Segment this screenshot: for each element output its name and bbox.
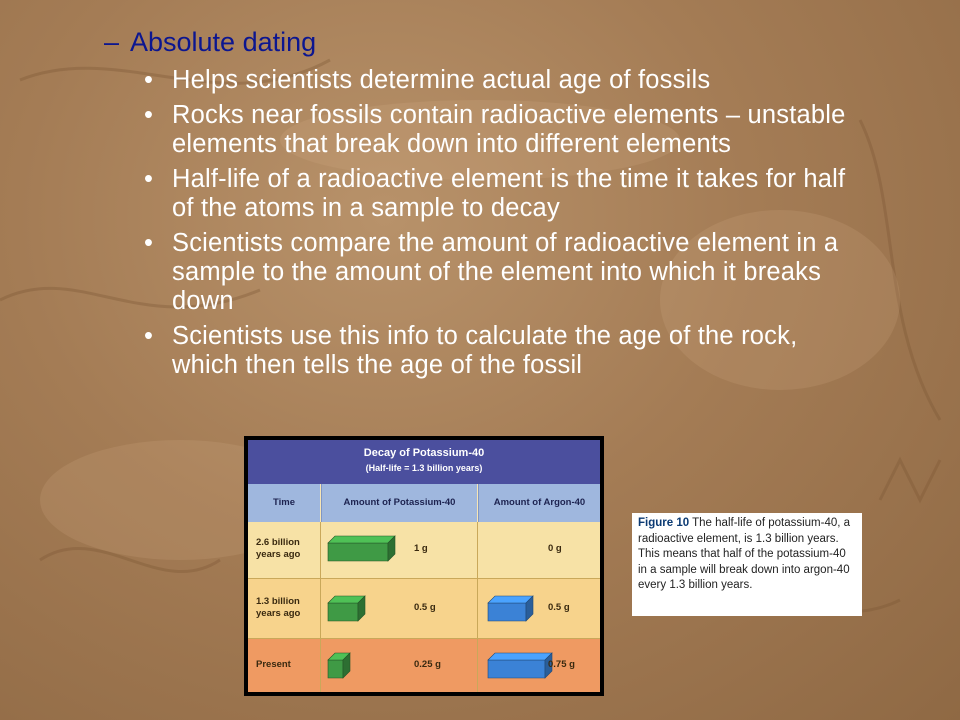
bullet-glyph: •: [144, 101, 154, 129]
column-header-argon: Amount of Argon-40: [478, 484, 600, 522]
potassium-block-front: [328, 660, 343, 678]
bullet-glyph: •: [144, 229, 154, 257]
table-title: Decay of Potassium-40: [363, 447, 485, 459]
bullet-item: [144, 101, 864, 159]
argon-block-top: [488, 653, 552, 660]
potassium-block-top: [328, 536, 395, 543]
potassium-bar: [326, 594, 406, 624]
argon-block-top: [488, 596, 533, 603]
column-header-potassium: Amount of Potassium-40: [321, 484, 477, 522]
time-cell: Present: [256, 659, 291, 670]
bullet-list: [144, 66, 864, 386]
potassium-bar: [326, 651, 406, 681]
potassium-amount: 0.25 g: [414, 659, 441, 670]
decay-table: [248, 440, 600, 692]
column-header-time: Time: [248, 484, 320, 522]
bullet-item: [144, 229, 864, 316]
bullet-item: [144, 66, 864, 95]
bullet-text: Rocks near fossils contain radioactive elements – unstable elements that break down into different elements: [172, 101, 846, 158]
table-row: [248, 578, 600, 638]
bullet-item: [144, 322, 864, 380]
column-divider: [320, 522, 321, 692]
slide-heading: [104, 26, 316, 58]
potassium-block-front: [328, 543, 388, 561]
table-header: [248, 440, 600, 484]
time-cell: 1.3 billion years ago: [256, 596, 301, 619]
potassium-bar: [326, 534, 406, 564]
heading-text: Absolute dating: [130, 27, 317, 57]
time-cell: 2.6 billion years ago: [256, 537, 301, 560]
bullet-glyph: •: [144, 66, 154, 94]
decay-table-figure: [244, 436, 604, 696]
argon-amount: 0.75 g: [548, 659, 575, 670]
table-subtitle: (Half-life = 1.3 billion years): [365, 463, 483, 473]
bullet-text: Scientists use this info to calculate the age of the rock, which then tells the age of the fossil: [172, 322, 798, 379]
bullet-glyph: •: [144, 165, 154, 193]
argon-block-front: [488, 603, 526, 621]
argon-amount: 0.5 g: [548, 602, 570, 613]
bullet-text: Half-life of a radioactive element is the time it takes for half of the atoms in a sample to decay: [172, 165, 846, 222]
figure-caption: [632, 513, 862, 616]
caption-label: Figure 10: [638, 517, 690, 529]
bullet-text: Scientists compare the amount of radioactive element in a sample to the amount of the element into which it breaks down: [172, 229, 839, 315]
bullet-text: Helps scientists determine actual age of fossils: [172, 66, 711, 94]
potassium-amount: 1 g: [414, 543, 428, 554]
argon-block-front: [488, 660, 545, 678]
heading-dash: –: [104, 27, 120, 57]
bullet-item: [144, 165, 864, 223]
argon-amount: 0 g: [548, 543, 562, 554]
caption-text: The half-life of potassium-40, a radioactive element, is 1.3 billion years. This means that half of the potassium-40 in a sample will break down into argon-40 every 1.3 billion years.: [638, 517, 851, 592]
column-divider: [477, 522, 478, 692]
potassium-amount: 0.5 g: [414, 602, 436, 613]
table-row: [248, 522, 600, 578]
table-row: [248, 638, 600, 692]
bullet-glyph: •: [144, 322, 154, 350]
potassium-block-front: [328, 603, 358, 621]
